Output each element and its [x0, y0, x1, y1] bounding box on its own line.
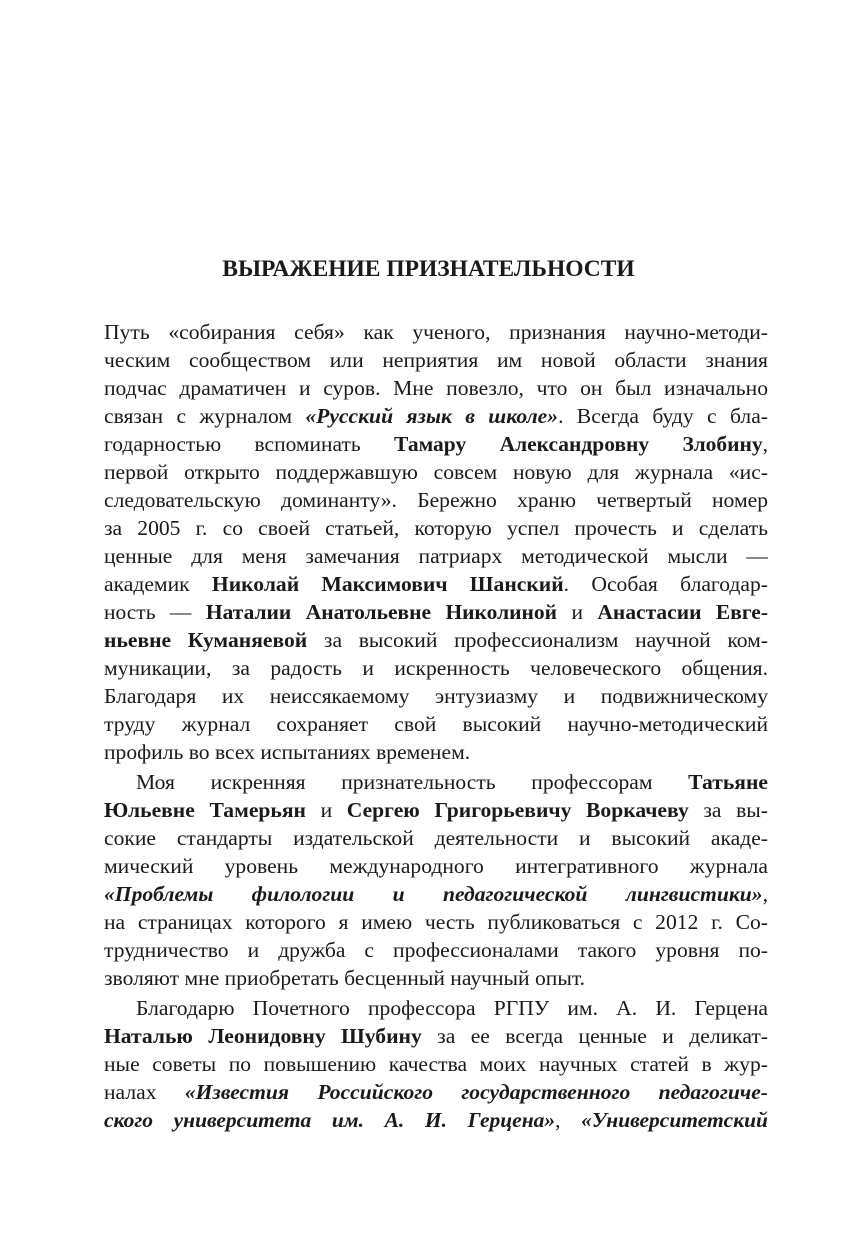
person-name: Сергею Григорьевичу Воркачеву: [346, 798, 689, 822]
text-line: [104, 430, 768, 458]
text-run: труду журнал сохраняет свой высокий научно-методический: [104, 712, 768, 736]
text-line: [104, 682, 768, 710]
text-run: за высокий профессионализм научной ком-: [307, 628, 768, 652]
text-line: [104, 908, 768, 936]
text-run: Благодарю Почетного профессора РГПУ им. А. И. Герцена: [136, 996, 768, 1020]
text-line: [104, 654, 768, 682]
text-line: [104, 346, 768, 374]
text-line: [104, 1022, 768, 1050]
text-line: [104, 458, 768, 486]
text-run: связан с журналом: [104, 404, 306, 428]
text-run: ,: [555, 1108, 582, 1132]
journal-title: ского университета им. А. И. Герцена»: [104, 1108, 556, 1132]
text-run: ,: [762, 432, 769, 456]
text-run: и: [557, 600, 598, 624]
text-line: [104, 318, 768, 346]
person-name: ньевне Куманяевой: [104, 628, 308, 652]
text-run: следовательскую доминанту». Бережно храню четвертый номер: [104, 488, 768, 512]
text-line: [104, 852, 768, 880]
person-name: Анастасии Евге-: [597, 600, 768, 624]
journal-title: «Проблемы филологии и педагогической лингвистики»: [104, 882, 763, 906]
person-name: Тамару Александровну Злобину: [394, 432, 763, 456]
text-line: [104, 486, 768, 514]
text-run: сокие стандарты издательской деятельности и высокий акаде-: [104, 826, 768, 850]
text-run: и: [305, 798, 347, 822]
text-line: [104, 964, 768, 992]
text-run: ные советы по повышению качества моих научных статей в жур-: [104, 1052, 768, 1076]
text-line: [104, 1050, 768, 1078]
text-line: [104, 710, 768, 738]
text-run: первой открыто поддержавшую совсем новую для журнала «ис-: [104, 460, 768, 484]
text-line: [104, 542, 768, 570]
text-run: . Всегда буду с бла-: [558, 404, 768, 428]
page-title: ВЫРАЖЕНИЕ ПРИЗНАТЕЛЬНОСТИ: [222, 256, 635, 282]
text-run: трудничество и дружба с профессионалами такого уровня по-: [104, 938, 768, 962]
text-run: Благодаря их неиссякаемому энтузиазму и подвижническому: [104, 684, 768, 708]
journal-title: «Русский язык в школе»: [305, 404, 559, 428]
text-line: [104, 936, 768, 964]
person-name: Николай Максимович Шанский: [211, 572, 564, 596]
text-run: годарностью вспоминать: [104, 432, 395, 456]
journal-title: «Известия Российского государственного педагогиче-: [184, 1080, 768, 1104]
journal-title: «Университетский: [581, 1108, 768, 1132]
text-run: зволяют мне приобретать бесценный научный опыт.: [104, 966, 586, 990]
text-line: [104, 994, 768, 1022]
text-line: [104, 1078, 768, 1106]
text-run: за вы-: [688, 798, 768, 822]
text-run: муникации, за радость и искренность человеческого общения.: [104, 656, 768, 680]
text-run: Путь «собирания себя» как ученого, признания научно-методи-: [104, 320, 768, 344]
text-run: ,: [762, 882, 768, 906]
text-line: [104, 824, 768, 852]
text-run: подчас драматичен и суров. Мне повезло, что он был изначально: [104, 376, 768, 400]
text-run: на страницах которого я имею честь публиковаться с 2012 г. Со-: [104, 910, 768, 934]
text-run: ческим сообществом или неприятия им новой области знания: [104, 348, 768, 372]
person-name: Юльевне Тамерьян: [104, 798, 306, 822]
text-line: [104, 402, 768, 430]
text-line: [104, 738, 768, 766]
text-line: [104, 796, 768, 824]
person-name: Наталью Леонидовну Шубину: [104, 1024, 422, 1048]
text-line: [104, 880, 768, 908]
text-line: [104, 1106, 768, 1134]
text-line: [104, 570, 768, 598]
text-line: [104, 598, 768, 626]
text-run: профиль во всех испытаниях временем.: [104, 740, 471, 764]
text-run: академик: [104, 572, 212, 596]
text-line: [104, 514, 768, 542]
text-line: [104, 768, 768, 796]
text-run: ность —: [104, 600, 206, 624]
text-line: [104, 374, 768, 402]
text-run: . Особая благодар-: [563, 572, 768, 596]
person-name: Татьяне: [688, 770, 768, 794]
text-run: ценные для меня замечания патриарх методической мысли —: [104, 544, 768, 568]
text-run: налах: [104, 1080, 185, 1104]
text-run: за ее всегда ценные и деликат-: [421, 1024, 768, 1048]
text-line: [104, 626, 768, 654]
text-run: мический уровень международного интегративного журнала: [104, 854, 768, 878]
text-run: за 2005 г. со своей статьей, которую успел прочесть и сделать: [104, 516, 768, 540]
text-run: Моя искренняя признательность профессорам: [136, 770, 689, 794]
person-name: Наталии Анатольевне Николиной: [205, 600, 558, 624]
